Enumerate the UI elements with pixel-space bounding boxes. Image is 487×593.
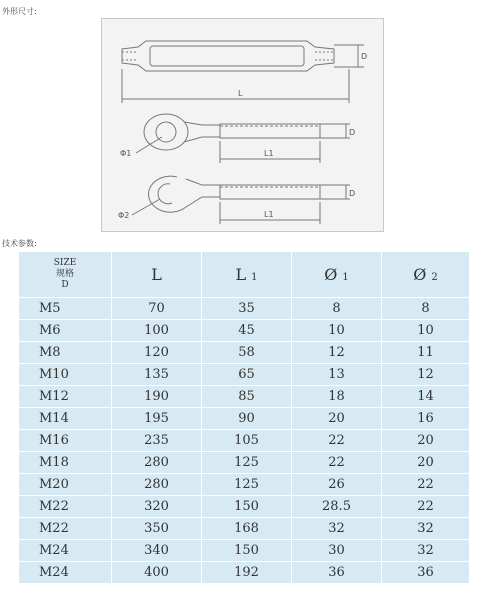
header-phi1: Ø 1	[292, 252, 382, 298]
cell-phi2: 11	[382, 342, 470, 364]
cell-l1: 65	[202, 364, 292, 386]
cell-size: M18	[19, 452, 112, 474]
technical-drawing	[101, 18, 384, 232]
cell-phi1: 28.5	[292, 496, 382, 518]
cell-l1: 150	[202, 496, 292, 518]
cell-l: 190	[112, 386, 202, 408]
cell-l: 280	[112, 474, 202, 496]
cell-phi1: 30	[292, 540, 382, 562]
cell-phi1: 18	[292, 386, 382, 408]
header-phi2: Ø 2	[382, 252, 470, 298]
table-row	[19, 364, 470, 386]
cell-phi2: 16	[382, 408, 470, 430]
cell-size: M8	[19, 342, 112, 364]
table-row	[19, 518, 470, 540]
cell-l: 120	[112, 342, 202, 364]
turnbuckle-body-view	[122, 41, 364, 103]
cell-phi1: 12	[292, 342, 382, 364]
cell-phi1: 22	[292, 430, 382, 452]
cell-phi2: 14	[382, 386, 470, 408]
cell-l: 195	[112, 408, 202, 430]
cell-l: 340	[112, 540, 202, 562]
cell-phi2: 32	[382, 540, 470, 562]
cell-phi1: 13	[292, 364, 382, 386]
cell-phi2: 36	[382, 562, 470, 584]
cell-l: 135	[112, 364, 202, 386]
cell-size: M5	[19, 298, 112, 320]
header-l: L	[112, 252, 202, 298]
cell-l: 400	[112, 562, 202, 584]
cell-l1: 150	[202, 540, 292, 562]
table-row	[19, 408, 470, 430]
dimension-label-d: D	[349, 189, 356, 198]
cell-l1: 168	[202, 518, 292, 540]
table-row	[19, 540, 470, 562]
dimensions-caption: 外形尺寸:	[2, 7, 37, 16]
cell-l: 70	[112, 298, 202, 320]
specification-table	[18, 251, 470, 584]
hook-bolt-view	[132, 176, 350, 224]
cell-l1: 90	[202, 408, 292, 430]
header-size	[19, 252, 112, 298]
table-row	[19, 496, 470, 518]
cell-l1: 85	[202, 386, 292, 408]
cell-phi1: 10	[292, 320, 382, 342]
cell-l1: 192	[202, 562, 292, 584]
cell-size: M16	[19, 430, 112, 452]
cell-size: M6	[19, 320, 112, 342]
header-size-d: D	[61, 280, 69, 290]
cell-phi2: 20	[382, 452, 470, 474]
cell-l: 235	[112, 430, 202, 452]
cell-size: M22	[19, 496, 112, 518]
technical-parameters-caption: 技术参数:	[2, 239, 37, 248]
cell-l1: 35	[202, 298, 292, 320]
cell-l1: 58	[202, 342, 292, 364]
cell-l1: 105	[202, 430, 292, 452]
cell-size: M24	[19, 540, 112, 562]
dimension-label-phi2: Φ2	[118, 211, 130, 220]
cell-l1: 125	[202, 452, 292, 474]
table-header-row	[19, 252, 470, 298]
cell-size: M24	[19, 562, 112, 584]
table-row	[19, 430, 470, 452]
cell-l: 280	[112, 452, 202, 474]
cell-phi1: 32	[292, 518, 382, 540]
dimension-label-phi1: Φ1	[120, 149, 132, 158]
cell-l: 350	[112, 518, 202, 540]
cell-phi2: 8	[382, 298, 470, 320]
cell-phi2: 20	[382, 430, 470, 452]
cell-size: M22	[19, 518, 112, 540]
table-row	[19, 474, 470, 496]
cell-size: M20	[19, 474, 112, 496]
cell-phi1: 8	[292, 298, 382, 320]
table-row	[19, 452, 470, 474]
cell-phi1: 22	[292, 452, 382, 474]
cell-phi2: 10	[382, 320, 470, 342]
table-row	[19, 298, 470, 320]
cell-phi2: 22	[382, 474, 470, 496]
cell-phi1: 36	[292, 562, 382, 584]
cell-l1: 125	[202, 474, 292, 496]
cell-l: 320	[112, 496, 202, 518]
table-row	[19, 562, 470, 584]
dimension-label-l: L	[238, 89, 243, 98]
header-size-cn: 规格	[55, 269, 74, 279]
dimension-label-l1: L1	[264, 149, 274, 158]
table-row	[19, 342, 470, 364]
cell-size: M12	[19, 386, 112, 408]
cell-size: M14	[19, 408, 112, 430]
turnbuckle-drawing-svg	[102, 19, 383, 231]
table-row	[19, 386, 470, 408]
cell-l: 100	[112, 320, 202, 342]
header-size-en: SIZE	[53, 258, 77, 268]
dimension-label-d: D	[361, 52, 368, 61]
cell-phi2: 22	[382, 496, 470, 518]
dimension-label-l1: L1	[264, 210, 274, 219]
cell-phi1: 20	[292, 408, 382, 430]
eye-bolt-view	[136, 114, 350, 163]
header-l1: L 1	[202, 252, 292, 298]
cell-phi1: 26	[292, 474, 382, 496]
cell-l1: 45	[202, 320, 292, 342]
dimension-label-d: D	[349, 128, 356, 137]
cell-size: M10	[19, 364, 112, 386]
cell-phi2: 12	[382, 364, 470, 386]
table-row	[19, 320, 470, 342]
table-body	[19, 298, 470, 584]
cell-phi2: 32	[382, 518, 470, 540]
